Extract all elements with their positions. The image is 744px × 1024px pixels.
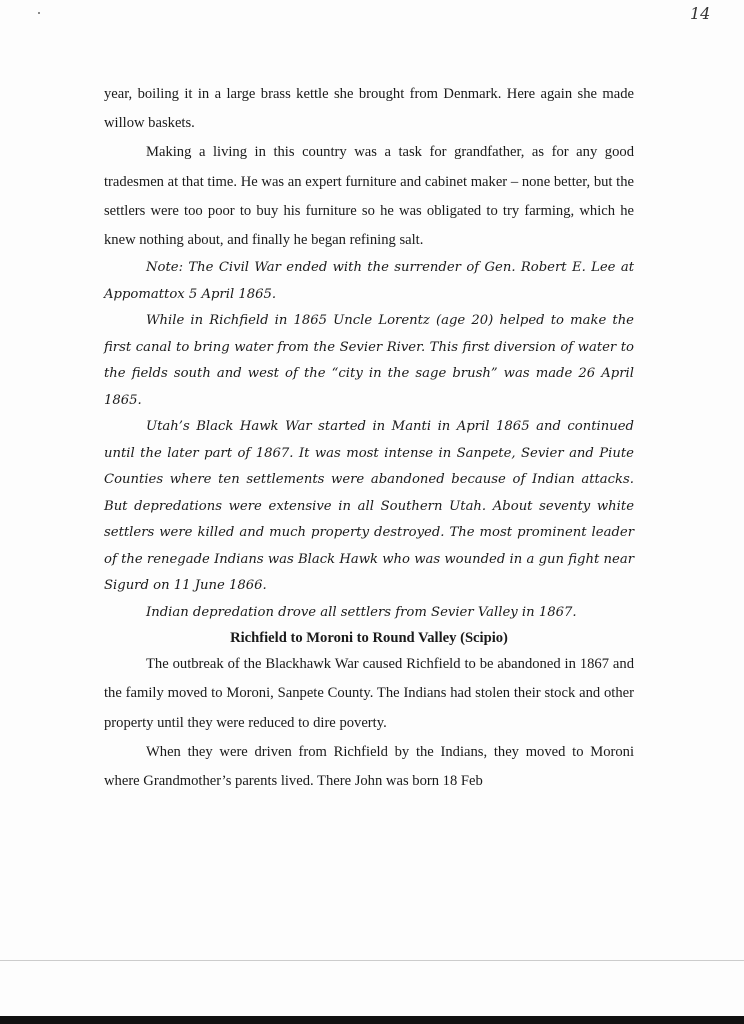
paragraph-kettle: year, boiling it in a large brass kettle she brought from Denmark. Here again she made willow baskets. — [104, 86, 634, 132]
paragraph-civil-war-note: Note: The Civil War ended with the surrender of Gen. Robert E. Lee at Appomattox 5 April 1865. — [104, 260, 634, 302]
page-number: 14 — [690, 4, 711, 23]
italic-section — [104, 255, 634, 626]
scan-edge-line — [0, 960, 744, 961]
paragraph-canal: While in Richfield in 1865 Uncle Lorentz (age 20) helped to make the first canal to bring water from the Sevier River. This first diversion of water to the fields south and west of the “city in the sage brush” was made 26 April 1865. — [104, 313, 634, 408]
scan-speck — [38, 12, 40, 14]
paragraph-black-hawk-war: Utah’s Black Hawk War started in Manti in April 1865 and continued until the later part of 1867. It was most intense in Sanpete, Sevier and Piute Counties where ten settlements were abandoned because of Indian attacks. But depredations were extensive in all Southern Utah. About seventy white settlers were killed and much property destroyed. The most prominent leader of the renegade Indians was Black Hawk who was wounded in a gun fight near Sigurd on 11 June 1866. — [104, 419, 634, 594]
paragraph-moroni: When they were driven from Richfield by the Indians, they moved to Moroni where Grandmother’s parents lived. There John was born 18 Feb — [104, 743, 634, 790]
paragraph-living: Making a living in this country was a task for grandfather, as for any good tradesmen at that time. He was an expert furniture and cabinet maker – none better, but the settlers were too poor to buy his furniture so he was obligated to try farming, which he knew nothing about, and finally he began refining salt. — [104, 144, 634, 249]
paragraph-depredation: Indian depredation drove all settlers from Sevier Valley in 1867. — [146, 604, 577, 620]
section-heading: Richfield to Moroni to Round Valley (Scipio) — [230, 630, 508, 647]
scan-bottom-edge — [0, 1016, 744, 1024]
document-body — [104, 80, 634, 796]
paragraph-outbreak: The outbreak of the Blackhawk War caused Richfield to be abandoned in 1867 and the family moved to Moroni, Sanpete County. The Indians had stolen their stock and other property until they were reduced to dire poverty. — [104, 656, 634, 731]
